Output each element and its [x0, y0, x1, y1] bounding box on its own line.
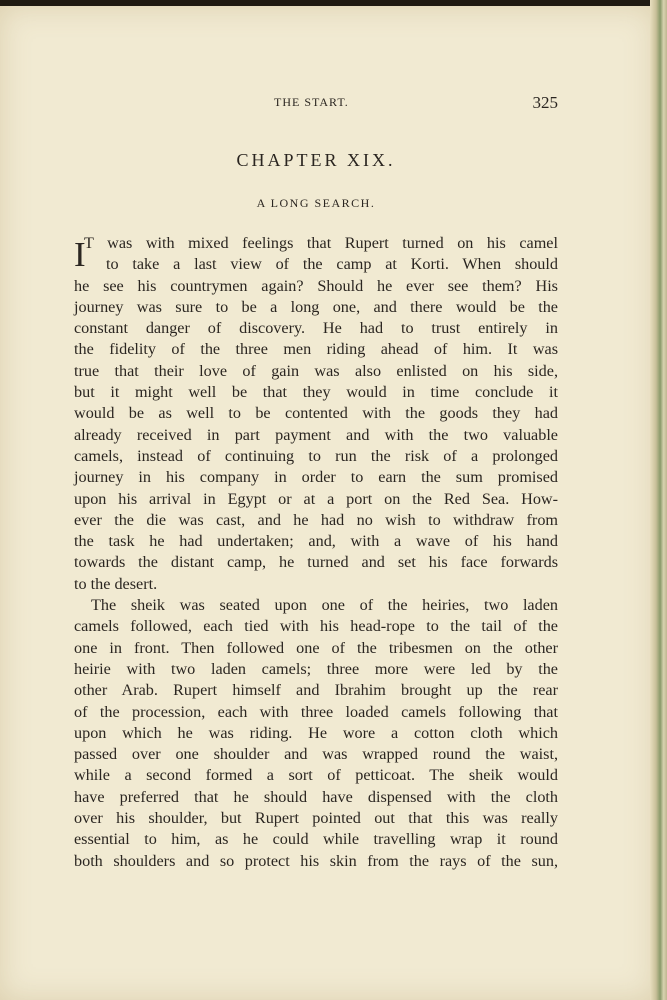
drop-cap: I [74, 235, 86, 274]
chapter-number: CHAPTER XIX. [236, 150, 396, 170]
text-line: upon which he was riding. He wore a cotton cloth which [74, 723, 558, 742]
page-right-edge [650, 0, 667, 1000]
text-line: he see his countrymen again? Should he ever see them? His [74, 276, 558, 295]
text-line: The sheik was seated upon one of the heiries, two laden [91, 596, 558, 615]
text-line: passed over one shoulder and was wrapped round the waist, [74, 745, 558, 764]
page-number: 325 [532, 93, 558, 112]
text-line: the fidelity of the three men riding ahead of him. It was [74, 340, 558, 359]
text-line: to the desert. [74, 574, 158, 593]
text-line: have preferred that he should have dispensed with the cloth [74, 787, 558, 806]
text-line: one in front. Then followed one of the tribesmen on the other [74, 638, 558, 657]
text-line: both shoulders and so protect his skin from the rays of the sun, [74, 851, 558, 870]
text-line: upon his arrival in Egypt or at a port on the Red Sea. How- [74, 489, 558, 508]
text-line: constant danger of discovery. He had to trust entirely in [74, 319, 558, 338]
text-line: would be as well to be contented with the goods they had [74, 404, 558, 423]
chapter-title: A LONG SEARCH. [256, 196, 376, 210]
text-line: already received in part payment and with the two valuable [74, 425, 558, 444]
paragraph-1 [74, 233, 558, 595]
text-line: camels, instead of continuing to run the risk of a prolonged [74, 446, 558, 465]
text-line: other Arab. Rupert himself and Ibrahim brought up the rear [74, 681, 558, 700]
text-line: journey was sure to be a long one, and there would be the [74, 297, 558, 316]
text-line: but it might well be that they would in time conclude it [74, 383, 558, 402]
text-line: heirie with two laden camels; three more were led by the [74, 659, 558, 678]
text-line: essential to him, as he could while travelling wrap it round [74, 830, 558, 849]
text-line: journey in his company in order to earn the sum promised [74, 468, 558, 487]
body-text [74, 233, 558, 872]
text-line: camels followed, each tied with his head-rope to the tail of the [74, 617, 558, 636]
running-title: THE START. [274, 95, 349, 109]
text-line: ever the die was cast, and he had no wish to withdraw from [74, 510, 558, 529]
text-line: to take a last view of the camp at Korti. When should [106, 255, 558, 274]
running-header [74, 93, 558, 113]
text-line: over his shoulder, but Rupert pointed out that this was really [74, 809, 558, 828]
text-line: of the procession, each with three loaded camels following that [74, 702, 558, 721]
text-line: while a second formed a sort of petticoat. The sheik would [74, 766, 558, 785]
text-line: towards the distant camp, he turned and set his face forwards [74, 553, 558, 572]
paragraph-2 [74, 595, 558, 872]
text-line: true that their love of gain was also enlisted on his side, [74, 361, 558, 380]
text-line: the task he had undertaken; and, with a wave of his hand [74, 532, 558, 551]
text-line: T was with mixed feelings that Rupert turned on his camel [84, 234, 558, 252]
